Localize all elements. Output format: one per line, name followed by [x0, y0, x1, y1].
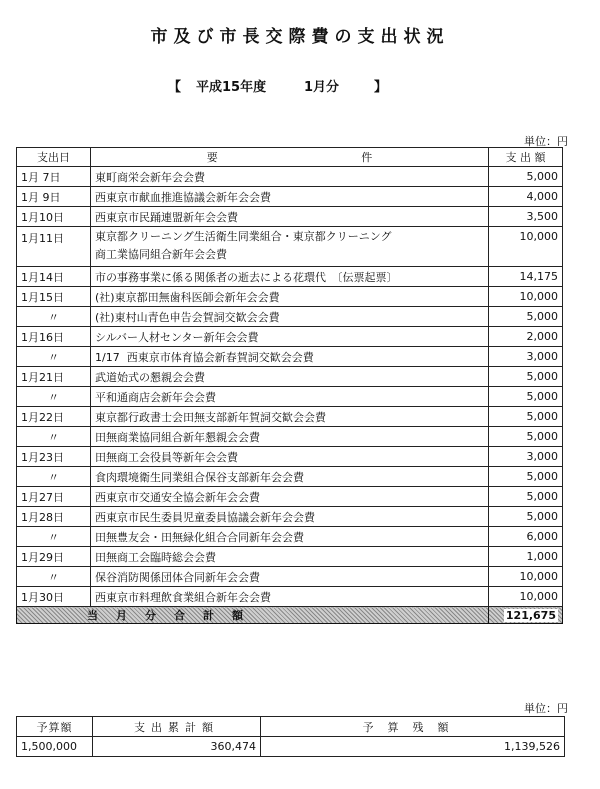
- table-row: [17, 187, 563, 207]
- row-item-text: 田無豊友会・田無緑化組合合同新年会会費: [95, 530, 304, 544]
- row-date: 1月 9日: [17, 187, 91, 207]
- row-date: 1月 7日: [17, 167, 91, 187]
- row-amount: 10,000: [489, 287, 563, 307]
- table-row: [17, 207, 563, 227]
- row-item: [91, 527, 489, 547]
- row-item: [91, 487, 489, 507]
- row-item-text: 食肉環境衛生同業組合保谷支部新年会会費: [95, 470, 304, 484]
- period-month: 1月分: [304, 80, 340, 95]
- row-amount: 5,000: [489, 507, 563, 527]
- row-amount: 5,000: [489, 367, 563, 387]
- budget-header-budget: 予算額: [17, 717, 93, 737]
- row-item: [91, 447, 489, 467]
- header-item: [91, 148, 489, 167]
- table-row: [17, 267, 563, 287]
- row-date: 1月29日: [17, 547, 91, 567]
- table-row: [17, 447, 563, 467]
- row-amount: 10,000: [489, 567, 563, 587]
- row-item: [91, 387, 489, 407]
- row-date: 〃: [17, 527, 91, 547]
- row-amount: 5,000: [489, 407, 563, 427]
- table-row: [17, 307, 563, 327]
- budget-header-remaining: 予算残額: [261, 717, 565, 737]
- table-row: [17, 527, 563, 547]
- expense-table-body: [17, 167, 563, 607]
- row-date: 1月22日: [17, 407, 91, 427]
- row-item-text: 田無商工会役員等新年会会費: [95, 450, 238, 464]
- row-date: 1月11日: [17, 227, 91, 267]
- row-date: 〃: [17, 387, 91, 407]
- row-amount: 5,000: [489, 307, 563, 327]
- row-item: [91, 367, 489, 387]
- row-item: [91, 507, 489, 527]
- row-item: [91, 267, 489, 287]
- unit-label: 単位：円: [524, 135, 568, 148]
- row-date: 〃: [17, 567, 91, 587]
- remaining-value: 1,139,526: [261, 737, 565, 757]
- row-item: [91, 227, 489, 267]
- row-item-text: (社)東村山青色申告会賀詞交歓会会費: [95, 310, 280, 324]
- table-row: [17, 227, 563, 267]
- row-date: 1月28日: [17, 507, 91, 527]
- row-item-text: 1/17 西東京市体育協会新春賀詞交歓会会費: [95, 350, 314, 364]
- budget-value-row: [17, 737, 565, 757]
- row-item: [91, 307, 489, 327]
- total-amount-cell: [489, 607, 563, 624]
- page-title: 市及び市長交際費の支出状況: [150, 27, 450, 47]
- row-amount: 5,000: [489, 167, 563, 187]
- row-amount: 4,000: [489, 187, 563, 207]
- total-row: [17, 607, 563, 624]
- period-bracket-open: 【: [168, 80, 182, 95]
- table-row: [17, 167, 563, 187]
- table-row: [17, 467, 563, 487]
- row-item-text: 西東京市交通安全協会新年会会費: [95, 490, 260, 504]
- period-bracket-close: 】: [374, 80, 388, 95]
- budget-header-spent: 支出累計額: [93, 717, 261, 737]
- row-item-text: シルバー人材センター新年会会費: [95, 330, 259, 344]
- row-item-text: 東京都行政書士会田無支部新年賀詞交歓会会費: [95, 410, 326, 424]
- row-date: 1月10日: [17, 207, 91, 227]
- row-date: 1月27日: [17, 487, 91, 507]
- row-amount: 6,000: [489, 527, 563, 547]
- row-date: 1月15日: [17, 287, 91, 307]
- row-item-text: 西東京市料理飲食業組合新年会会費: [95, 590, 271, 604]
- table-row: [17, 567, 563, 587]
- row-date: 〃: [17, 467, 91, 487]
- table-row: [17, 487, 563, 507]
- row-date: 1月14日: [17, 267, 91, 287]
- row-date: 1月21日: [17, 367, 91, 387]
- row-item-text: 市の事務事業に係る関係者の逝去による花環代 〔伝票起票〕: [95, 270, 398, 284]
- header-date: 支出日: [17, 148, 91, 167]
- spent-value: 360,474: [93, 737, 261, 757]
- row-date: 1月30日: [17, 587, 91, 607]
- period-year: 平成15年度: [196, 80, 267, 95]
- row-amount: 3,000: [489, 447, 563, 467]
- row-amount: 3,000: [489, 347, 563, 367]
- row-date: 〃: [17, 427, 91, 447]
- budget-unit-label: 単位：円: [524, 702, 568, 715]
- table-row: [17, 287, 563, 307]
- row-item-text: 田無商工会臨時総会会費: [95, 550, 216, 564]
- row-item-text: 平和通商店会新年会会費: [95, 390, 216, 404]
- expense-table: [16, 147, 563, 624]
- row-item-text: 武道始式の懇親会会費: [95, 370, 205, 384]
- table-row: [17, 407, 563, 427]
- table-row: [17, 327, 563, 347]
- row-item: [91, 187, 489, 207]
- row-item-text: 西東京市民踊連盟新年会会費: [95, 210, 238, 224]
- row-date: 〃: [17, 307, 91, 327]
- row-item-text: 西東京市民生委員児童委員協議会新年会会費: [95, 510, 315, 524]
- row-item: [91, 467, 489, 487]
- table-row: [17, 427, 563, 447]
- row-item: [91, 427, 489, 447]
- table-row: [17, 587, 563, 607]
- budget-header-row: [17, 717, 565, 737]
- row-item: [91, 287, 489, 307]
- row-amount: 5,000: [489, 487, 563, 507]
- table-row: [17, 387, 563, 407]
- row-item: [91, 587, 489, 607]
- row-amount: 5,000: [489, 427, 563, 447]
- row-date: 1月16日: [17, 327, 91, 347]
- row-item-text: (社)東京都田無歯科医師会新年会会費: [95, 290, 280, 304]
- row-item-text: 西東京市献血推進協議会新年会会費: [95, 190, 271, 204]
- budget-value: 1,500,000: [17, 737, 93, 757]
- row-amount: 14,175: [489, 267, 563, 287]
- row-item: [91, 167, 489, 187]
- table-row: [17, 347, 563, 367]
- row-item: [91, 547, 489, 567]
- row-item-text: 田無商業協同組合新年懇親会会費: [95, 430, 260, 444]
- header-item-char-1: 要: [206, 151, 218, 164]
- header-item-char-2: 件: [361, 151, 373, 164]
- expense-table-header: [17, 148, 563, 167]
- row-item: [91, 327, 489, 347]
- row-item-text: 東京都クリーニング生活衛生同業組合・東京都クリーニング 商工業協同組合新年会会費: [95, 230, 392, 261]
- row-date: 〃: [17, 347, 91, 367]
- total-label: 当月分合計額: [17, 607, 489, 624]
- row-date: 1月23日: [17, 447, 91, 467]
- row-item-text: 東町商栄会新年会会費: [95, 170, 205, 184]
- row-amount: 1,000: [489, 547, 563, 567]
- budget-table: [16, 716, 565, 757]
- row-amount: 3,500: [489, 207, 563, 227]
- table-row: [17, 507, 563, 527]
- row-item: [91, 407, 489, 427]
- row-item: [91, 207, 489, 227]
- header-amount: 支 出 額: [489, 148, 563, 167]
- table-row: [17, 547, 563, 567]
- row-amount: 10,000: [489, 227, 563, 267]
- row-amount: 2,000: [489, 327, 563, 347]
- row-amount: 5,000: [489, 467, 563, 487]
- row-amount: 10,000: [489, 587, 563, 607]
- total-amount: 121,675: [505, 608, 556, 622]
- row-amount: 5,000: [489, 387, 563, 407]
- row-item: [91, 347, 489, 367]
- table-row: [17, 367, 563, 387]
- row-item-text: 保谷消防関係団体合同新年会会費: [95, 570, 260, 584]
- row-item: [91, 567, 489, 587]
